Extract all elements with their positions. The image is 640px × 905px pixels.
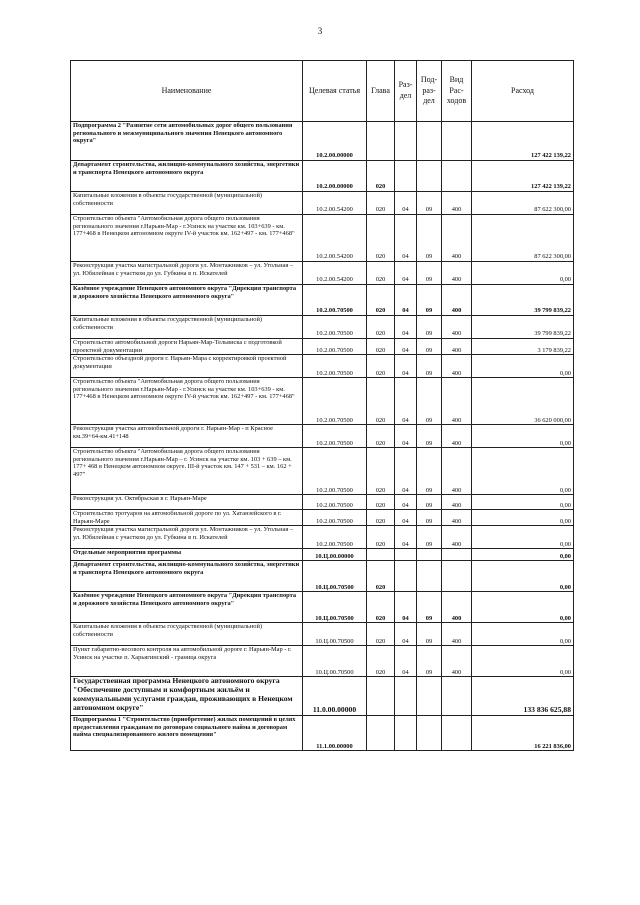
cell-chapter: 020 — [367, 316, 395, 339]
cell-target-article: 10.2.00.70500 — [303, 339, 367, 355]
cell-chapter: 020 — [367, 623, 395, 646]
cell-chapter: 020 — [367, 355, 395, 378]
cell-expense-type — [442, 677, 472, 716]
cell-subsection: 09 — [417, 495, 442, 510]
cell-subsection — [417, 549, 442, 561]
cell-name: Строительство автомобильной дороги Нарьян-Мар-Тельвиска с подготовкой проектной документации — [71, 339, 303, 355]
table-row — [71, 192, 574, 215]
cell-name: Капитальные вложения в объекты государственной (муниципальной) собственности — [71, 623, 303, 646]
cell-chapter: 020 — [367, 526, 395, 549]
cell-expense-type: 400 — [442, 510, 472, 526]
cell-section: 04 — [395, 285, 417, 316]
cell-name: Строительство тротуаров на автомобильной дороге по ул. Хатанзейского в г. Нарьян-Маре — [71, 510, 303, 526]
cell-expense-type — [442, 122, 472, 161]
cell-section: 04 — [395, 339, 417, 355]
cell-section: 04 — [395, 192, 417, 215]
table-row — [71, 215, 574, 262]
cell-subsection — [417, 561, 442, 592]
cell-expense-type — [442, 561, 472, 592]
cell-expense-type: 400 — [442, 646, 472, 677]
cell-expense-type: 400 — [442, 316, 472, 339]
cell-name: Департамент строительства, жилищно-коммунального хозяйства, энергетики и транспорта Ненецкого автономного округа — [71, 161, 303, 192]
header-section: Раз- дел — [395, 61, 417, 122]
cell-expense: 0,00 — [472, 448, 574, 495]
cell-expense: 0,00 — [472, 592, 574, 623]
table-row — [71, 339, 574, 355]
cell-expense: 0,00 — [472, 425, 574, 448]
cell-subsection — [417, 716, 442, 751]
cell-subsection: 09 — [417, 339, 442, 355]
table-row — [71, 592, 574, 623]
cell-chapter: 020 — [367, 646, 395, 677]
cell-expense-type: 400 — [442, 495, 472, 510]
cell-section: 04 — [395, 425, 417, 448]
header-expense-type: Вид Рас- ходов — [442, 61, 472, 122]
cell-target-article: 11.1.00.00000 — [303, 716, 367, 751]
cell-expense: 0,00 — [472, 646, 574, 677]
cell-target-article: 10.2.00.70500 — [303, 316, 367, 339]
cell-chapter — [367, 716, 395, 751]
cell-subsection: 09 — [417, 285, 442, 316]
cell-expense-type: 400 — [442, 192, 472, 215]
table-header-row — [71, 61, 574, 122]
table-row — [71, 285, 574, 316]
cell-name: Департамент строительства, жилищно-коммунального хозяйства, энергетики и транспорта Ненецкого автономного округа — [71, 561, 303, 592]
cell-expense: 36 620 000,00 — [472, 378, 574, 425]
table-row — [71, 646, 574, 677]
cell-name: Реконструкция участка магистральной дороги ул. Монтажников – ул. Угольная – ул. Юбилейная с участком до ул. Губкина в п. Искателей — [71, 262, 303, 285]
cell-name: Подпрограмма 1 "Строительство (приобретение) жилых помещений в целях предоставления гражданам по договорам социального найма и договорам найма специализированного жилого помещения" — [71, 716, 303, 751]
cell-expense: 0,00 — [472, 561, 574, 592]
cell-chapter: 020 — [367, 448, 395, 495]
cell-expense-type: 400 — [442, 262, 472, 285]
cell-expense-type: 400 — [442, 355, 472, 378]
cell-target-article: 10.2.00.70500 — [303, 355, 367, 378]
cell-subsection: 09 — [417, 425, 442, 448]
cell-expense: 0,00 — [472, 495, 574, 510]
cell-target-article: 10.Ц.00.70500 — [303, 623, 367, 646]
cell-subsection: 09 — [417, 510, 442, 526]
cell-target-article: 10.Ц.00.70500 — [303, 561, 367, 592]
cell-target-article: 10.2.00.00000 — [303, 122, 367, 161]
cell-name: Казённое учреждение Ненецкого автономного округа "Дирекция транспорта и дорожного хозяйства Ненецкого автономного округа" — [71, 592, 303, 623]
cell-name: Строительство объекта "Автомобильная дорога общего пользования регионального значения г.Нарьян-Мар – г. Усинск на участке км. 103 + 639 – км. 177+ 468 в Ненецком автономном округе. III-й участок км. 147 + 531 – км. 162 + 497" — [71, 448, 303, 495]
cell-expense: 127 422 139,22 — [472, 122, 574, 161]
cell-section — [395, 677, 417, 716]
table-row — [71, 316, 574, 339]
table-row — [71, 549, 574, 561]
cell-subsection: 09 — [417, 448, 442, 495]
cell-name: Реконструкция участка автомобильной дороги г. Нарьян-Мар - п Красное км.39+64-км.41+148 — [71, 425, 303, 448]
table-row — [71, 495, 574, 510]
cell-target-article: 10.2.00.70500 — [303, 495, 367, 510]
cell-section: 04 — [395, 215, 417, 262]
cell-name: Капитальные вложения в объекты государственной (муниципальной) собственности — [71, 316, 303, 339]
cell-expense-type: 400 — [442, 623, 472, 646]
page-number: 3 — [317, 26, 323, 36]
cell-chapter: 020 — [367, 592, 395, 623]
cell-name: Строительство объездной дороги г. Нарьян-Мара с корректировкой проектной документации — [71, 355, 303, 378]
cell-expense: 0,00 — [472, 526, 574, 549]
header-name: Наименование — [71, 61, 303, 122]
cell-chapter: 020 — [367, 192, 395, 215]
cell-target-article: 10.Ц.00.00000 — [303, 549, 367, 561]
cell-expense: 0,00 — [472, 355, 574, 378]
cell-chapter — [367, 549, 395, 561]
cell-expense-type: 400 — [442, 526, 472, 549]
cell-chapter — [367, 122, 395, 161]
cell-section — [395, 549, 417, 561]
table-row — [71, 122, 574, 161]
cell-subsection: 09 — [417, 316, 442, 339]
cell-section: 04 — [395, 378, 417, 425]
cell-expense: 127 422 139,22 — [472, 161, 574, 192]
table-row — [71, 623, 574, 646]
cell-target-article: 10.Ц.00.70500 — [303, 592, 367, 623]
cell-expense-type — [442, 161, 472, 192]
cell-expense: 0,00 — [472, 262, 574, 285]
cell-name: Подпрограмма 2 "Развитие сети автомобильных дорог общего пользования регионального и межмуниципального значения Ненецкого автономного округа" — [71, 122, 303, 161]
cell-expense: 0,00 — [472, 510, 574, 526]
cell-section: 04 — [395, 355, 417, 378]
cell-expense-type: 400 — [442, 215, 472, 262]
table-row — [71, 448, 574, 495]
cell-section: 04 — [395, 526, 417, 549]
table-row — [71, 677, 574, 716]
cell-subsection: 09 — [417, 355, 442, 378]
cell-expense-type: 400 — [442, 339, 472, 355]
cell-subsection: 09 — [417, 192, 442, 215]
table-row — [71, 561, 574, 592]
cell-section: 04 — [395, 495, 417, 510]
cell-expense-type — [442, 549, 472, 561]
cell-section — [395, 561, 417, 592]
cell-expense-type: 400 — [442, 378, 472, 425]
cell-name: Строительство объекта "Автомобильная дорога общего пользования регионального значения г.Нарьян-Мар - г.Усинск на участке км. 103+639 - км. 177+468 в Ненецком автономном округе IV-й участок км. 162+497 - км. 177+468" — [71, 215, 303, 262]
cell-expense: 133 836 625,88 — [472, 677, 574, 716]
cell-subsection: 09 — [417, 623, 442, 646]
cell-section: 04 — [395, 510, 417, 526]
cell-section — [395, 716, 417, 751]
table-row — [71, 526, 574, 549]
cell-chapter: 020 — [367, 425, 395, 448]
cell-expense-type: 400 — [442, 592, 472, 623]
cell-section: 04 — [395, 448, 417, 495]
cell-target-article: 10.2.00.00000 — [303, 161, 367, 192]
budget-table — [70, 60, 574, 751]
cell-name: Казённое учреждение Ненецкого автономного округа "Дирекция транспорта и дорожного хозяйства Ненецкого автономного округа" — [71, 285, 303, 316]
cell-chapter: 020 — [367, 215, 395, 262]
cell-chapter: 020 — [367, 262, 395, 285]
cell-target-article: 10.2.00.54200 — [303, 215, 367, 262]
cell-name: Строительство объекта "Автомобильная дорога общего пользования регионального значения г.Нарьян-Мар - г.Усинск на участке км. 103+639 - км. 177+468 в Ненецком автономном округе IV-й участок км. 162+497 - км. 177+468" — [71, 378, 303, 425]
cell-expense: 16 221 836,00 — [472, 716, 574, 751]
table-row — [71, 378, 574, 425]
cell-section: 04 — [395, 623, 417, 646]
cell-subsection: 09 — [417, 646, 442, 677]
table-row — [71, 161, 574, 192]
cell-expense-type: 400 — [442, 425, 472, 448]
cell-section: 04 — [395, 316, 417, 339]
cell-target-article: 10.2.00.70500 — [303, 526, 367, 549]
cell-chapter: 020 — [367, 339, 395, 355]
cell-name: Государственная программа Ненецкого автономного округа "Обеспечение доступным и комфортным жильём и коммунальными услугами граждан, проживающих в Ненецком автономном округе" — [71, 677, 303, 716]
cell-section: 04 — [395, 592, 417, 623]
cell-expense-type: 400 — [442, 448, 472, 495]
header-chapter: Глава — [367, 61, 395, 122]
cell-target-article: 10.2.00.70500 — [303, 448, 367, 495]
cell-target-article: 11.0.00.00000 — [303, 677, 367, 716]
table-row — [71, 262, 574, 285]
cell-name: Пункт габаритно-весового контроля на автомобильной дороге г. Нарьян-Мар - г. Усинск на участке п. Харьягинский - граница округа — [71, 646, 303, 677]
cell-section — [395, 161, 417, 192]
cell-subsection: 09 — [417, 526, 442, 549]
cell-target-article: 10.2.00.70500 — [303, 425, 367, 448]
cell-expense: 3 179 839,22 — [472, 339, 574, 355]
cell-subsection — [417, 677, 442, 716]
cell-expense-type: 400 — [442, 285, 472, 316]
cell-name: Капитальные вложения в объекты государственной (муниципальной) собственности — [71, 192, 303, 215]
cell-expense-type — [442, 716, 472, 751]
cell-expense: 0,00 — [472, 549, 574, 561]
cell-subsection — [417, 122, 442, 161]
cell-target-article: 10.Ц.00.70500 — [303, 646, 367, 677]
cell-expense: 0,00 — [472, 623, 574, 646]
cell-subsection — [417, 161, 442, 192]
cell-chapter — [367, 677, 395, 716]
table-row — [71, 355, 574, 378]
cell-target-article: 10.2.00.70500 — [303, 378, 367, 425]
cell-section: 04 — [395, 646, 417, 677]
cell-chapter: 020 — [367, 510, 395, 526]
table-row — [71, 510, 574, 526]
cell-expense: 39 799 839,22 — [472, 285, 574, 316]
cell-name: Реконструкция участка магистральной дороги ул. Монтажников – ул. Угольная – ул. Юбилейная с участком до ул. Губкина в п. Искателей — [71, 526, 303, 549]
cell-chapter: 020 — [367, 495, 395, 510]
cell-name: Реконструкция ул. Октябрьская в г. Нарьян-Маре — [71, 495, 303, 510]
cell-chapter: 020 — [367, 561, 395, 592]
cell-section — [395, 122, 417, 161]
table-row — [71, 425, 574, 448]
cell-expense: 87 622 300,00 — [472, 192, 574, 215]
cell-target-article: 10.2.00.70500 — [303, 510, 367, 526]
cell-name: Отдельные мероприятия программы — [71, 549, 303, 561]
cell-subsection: 09 — [417, 215, 442, 262]
cell-expense: 39 799 839,22 — [472, 316, 574, 339]
cell-target-article: 10.2.00.54200 — [303, 192, 367, 215]
header-expense: Расход — [472, 61, 574, 122]
cell-subsection: 09 — [417, 592, 442, 623]
header-subsection: Под- раз- дел — [417, 61, 442, 122]
cell-chapter: 020 — [367, 285, 395, 316]
cell-section: 04 — [395, 262, 417, 285]
cell-target-article: 10.2.00.54200 — [303, 262, 367, 285]
cell-expense: 87 622 300,00 — [472, 215, 574, 262]
cell-target-article: 10.2.00.70500 — [303, 285, 367, 316]
cell-chapter: 020 — [367, 378, 395, 425]
cell-subsection: 09 — [417, 262, 442, 285]
cell-chapter: 020 — [367, 161, 395, 192]
cell-subsection: 09 — [417, 378, 442, 425]
header-target-article: Целевая статья — [303, 61, 367, 122]
table-row — [71, 716, 574, 751]
